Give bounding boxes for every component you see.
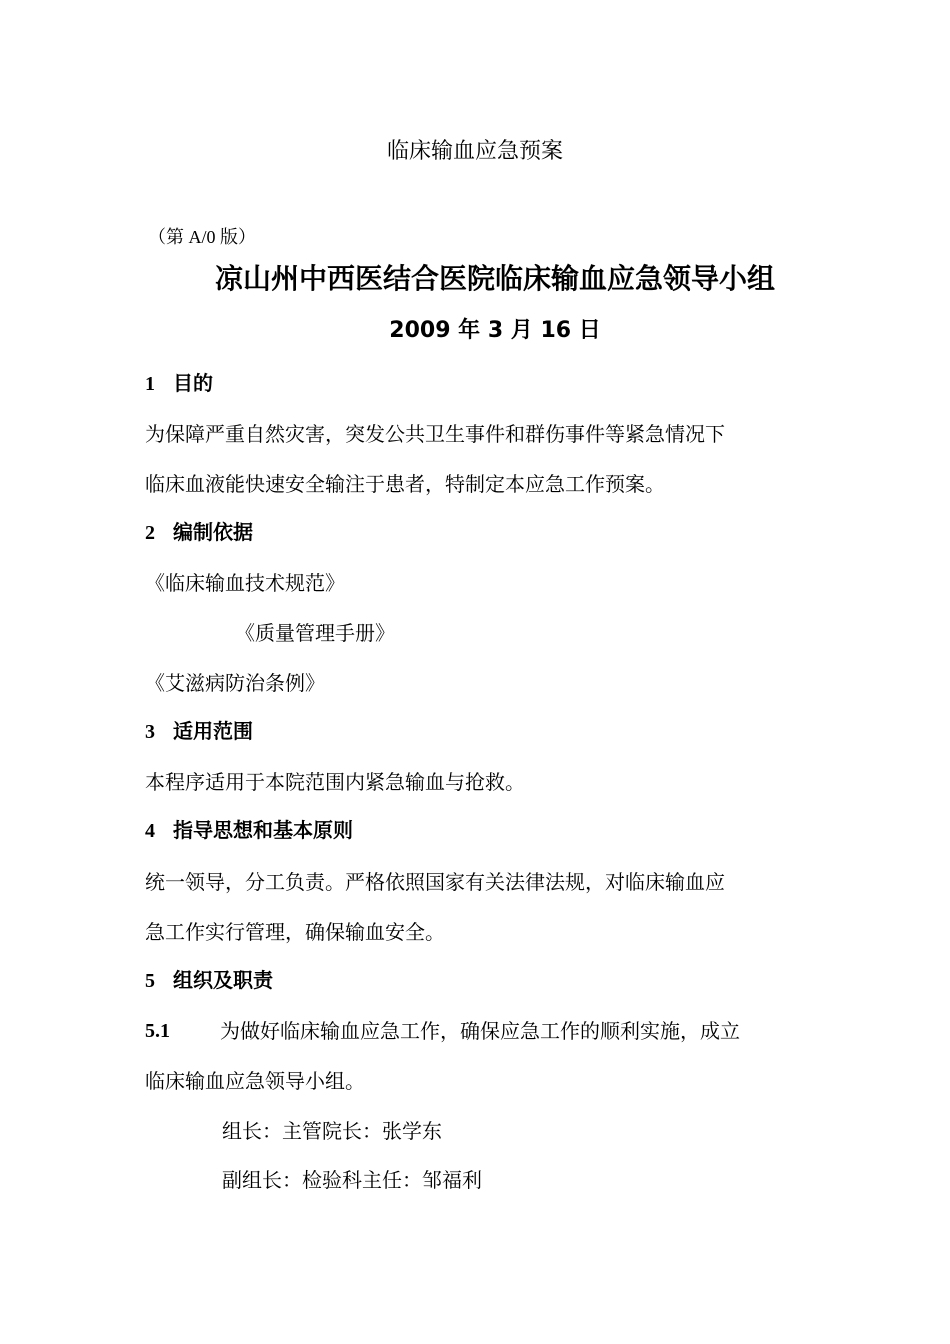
section-number: 1 xyxy=(145,373,155,395)
subsection-number: 5.1 xyxy=(145,1020,170,1042)
section-3-heading xyxy=(145,721,253,742)
paragraph-line: 为做好临床输血应急工作，确保应急工作的顺利实施，成立 xyxy=(220,1019,740,1043)
section-title: 编制依据 xyxy=(173,520,253,544)
paragraph-line: 临床血液能快速安全输注于患者，特制定本应急工作预案。 xyxy=(145,472,665,496)
paragraph-line: 急工作实行管理，确保输血安全。 xyxy=(145,920,445,944)
paragraph-line: 本程序适用于本院范围内紧急输血与抢救。 xyxy=(145,770,525,794)
document-title: 临床输血应急预案 xyxy=(386,139,563,164)
member-item: 组长：主管院长：张学东 xyxy=(222,1119,442,1143)
section-title: 组织及职责 xyxy=(173,968,273,992)
reference-item: 《临床输血技术规范》 xyxy=(145,571,345,595)
section-number: 5 xyxy=(145,970,155,992)
section-title: 指导思想和基本原则 xyxy=(173,818,353,842)
paragraph-line: 为保障严重自然灾害，突发公共卫生事件和群伤事件等紧急情况下 xyxy=(145,422,725,446)
document-date: 2009 年 3 月 16 日 xyxy=(389,318,601,343)
section-number: 4 xyxy=(145,820,155,842)
section-number: 2 xyxy=(145,522,155,544)
paragraph-line: 临床输血应急领导小组。 xyxy=(145,1069,365,1093)
paragraph-line: 统一领导，分工负责。严格依照国家有关法律法规，对临床输血应 xyxy=(145,870,725,894)
section-1-heading xyxy=(145,373,213,394)
section-number: 3 xyxy=(145,721,155,743)
section-2-heading xyxy=(145,522,253,543)
version-label: （第 A/0 版） xyxy=(148,227,256,247)
section-title: 适用范围 xyxy=(173,719,253,743)
section-4-heading xyxy=(145,820,353,841)
section-5-heading xyxy=(145,970,273,991)
organization-title: 凉山州中西医结合医院临床输血应急领导小组 xyxy=(214,262,775,295)
reference-item: 《质量管理手册》 xyxy=(235,621,395,645)
reference-item: 《艾滋病防治条例》 xyxy=(145,671,325,695)
section-title: 目的 xyxy=(173,371,213,395)
member-item: 副组长：检验科主任：邹福利 xyxy=(222,1168,482,1192)
